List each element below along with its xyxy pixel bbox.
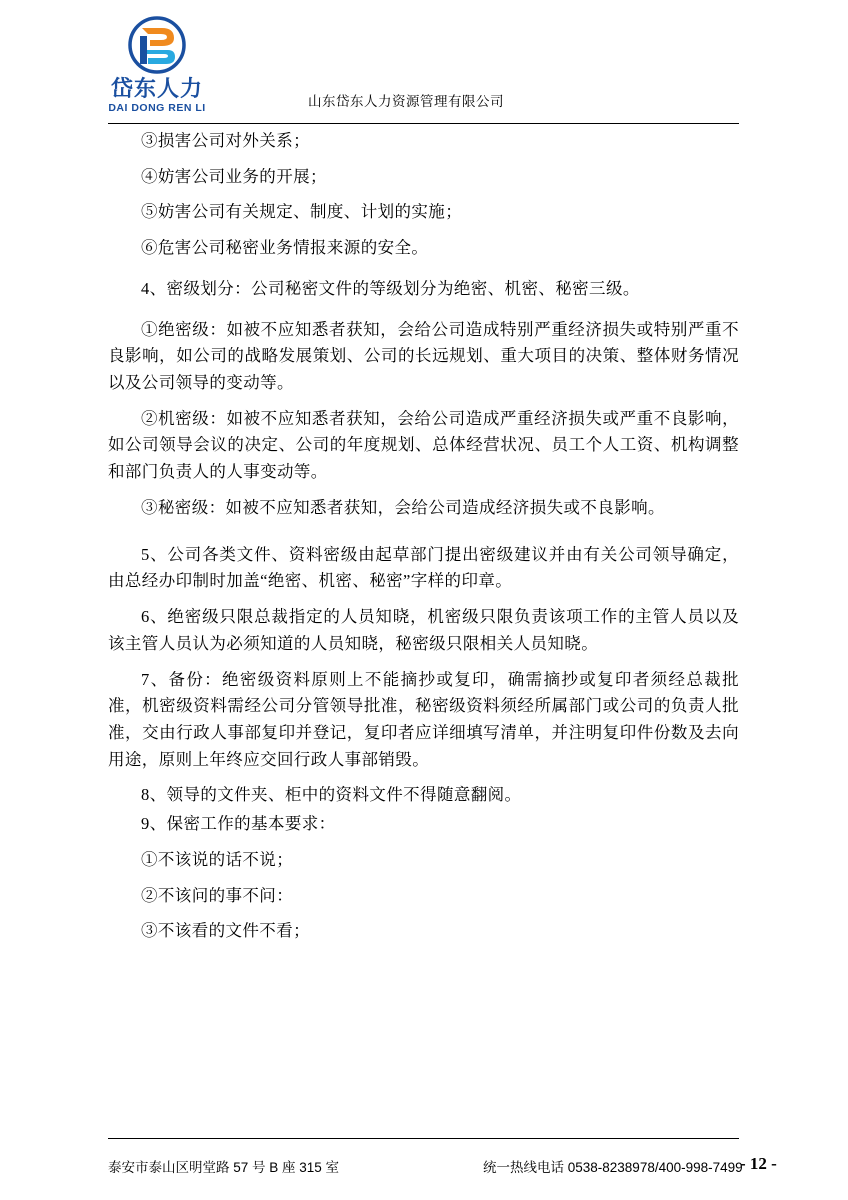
- page-number: - 12 -: [740, 1154, 777, 1173]
- paragraph: 8、领导的文件夹、柜中的资料文件不得随意翻阅。: [141, 785, 522, 805]
- logo-mark-icon: [128, 16, 186, 74]
- paragraph: 7、备份：绝密级资料原则上不能摘抄或复印，确需摘抄或复印者须经总裁批准，机密级资料需经公司分管领导批准，秘密级资料须经所属部门或公司的负责人批准，交由行政人事部复印并登记，复印者应详细填写清单，并注明复印件份数及去向用途，原则上年终应交回行政人事部销毁。: [108, 669, 739, 769]
- paragraph: ①绝密级：如被不应知悉者获知，会给公司造成特别严重经济损失或特别严重不良影响，如公司的战略发展策划、公司的长远规划、重大项目的决策、整体财务情况以及公司领导的变动等。: [108, 319, 739, 393]
- paragraph: 6、绝密级只限总裁指定的人员知晓，机密级只限负责该项工作的主管人员以及该主管人员认为必须知道的人员知晓，秘密级只限相关人员知晓。: [108, 607, 739, 653]
- page-header: [0, 10, 848, 120]
- header-divider: [108, 123, 739, 124]
- company-logo: [92, 16, 222, 114]
- page-footer: [0, 1150, 848, 1190]
- paragraph: ④妨害公司业务的开展；: [141, 166, 327, 186]
- paragraph: ①不该说的话不说；: [141, 849, 294, 869]
- paragraph: 4、密级划分：公司秘密文件的等级划分为绝密、机密、秘密三级。: [141, 278, 640, 298]
- paragraph: ③不该看的文件不看；: [141, 921, 310, 941]
- paragraph: 9、保密工作的基本要求：: [141, 814, 336, 834]
- logo-text-en: DAI DONG REN LI: [108, 102, 206, 115]
- paragraph: 5、公司各类文件、资料密级由起草部门提出密级建议并由有关公司领导确定，由总经办印制时加盖“绝密、机密、秘密”字样的印章。: [108, 544, 739, 591]
- paragraph: ③损害公司对外关系；: [141, 131, 310, 150]
- logo-text-cn: 岱东人力: [110, 76, 203, 101]
- company-name: 山东岱东人力资源管理有限公司: [308, 94, 504, 109]
- document-body: [108, 128, 739, 954]
- footer-divider: [108, 1138, 739, 1139]
- paragraph: ⑤妨害公司有关规定、制度、计划的实施；: [141, 202, 463, 222]
- footer-hotline: 统一热线电话 0538-8238978/400-998-7499: [483, 1160, 743, 1175]
- footer-address: 泰安市泰山区明堂路 57 号 B 座 315 室: [108, 1160, 340, 1175]
- paragraph: ③秘密级：如被不应知悉者获知，会给公司造成经济损失或不良影响。: [141, 497, 665, 517]
- paragraph: ⑥危害公司秘密业务情报来源的安全。: [141, 238, 429, 258]
- paragraph: ②机密级：如被不应知悉者获知，会给公司造成严重经济损失或严重不良影响，如公司领导会议的决定、公司的年度规划、总体经营状况、员工个人工资、机构调整和部门负责人的人事变动等。: [108, 408, 739, 482]
- paragraph: ②不该问的事不问：: [141, 885, 294, 905]
